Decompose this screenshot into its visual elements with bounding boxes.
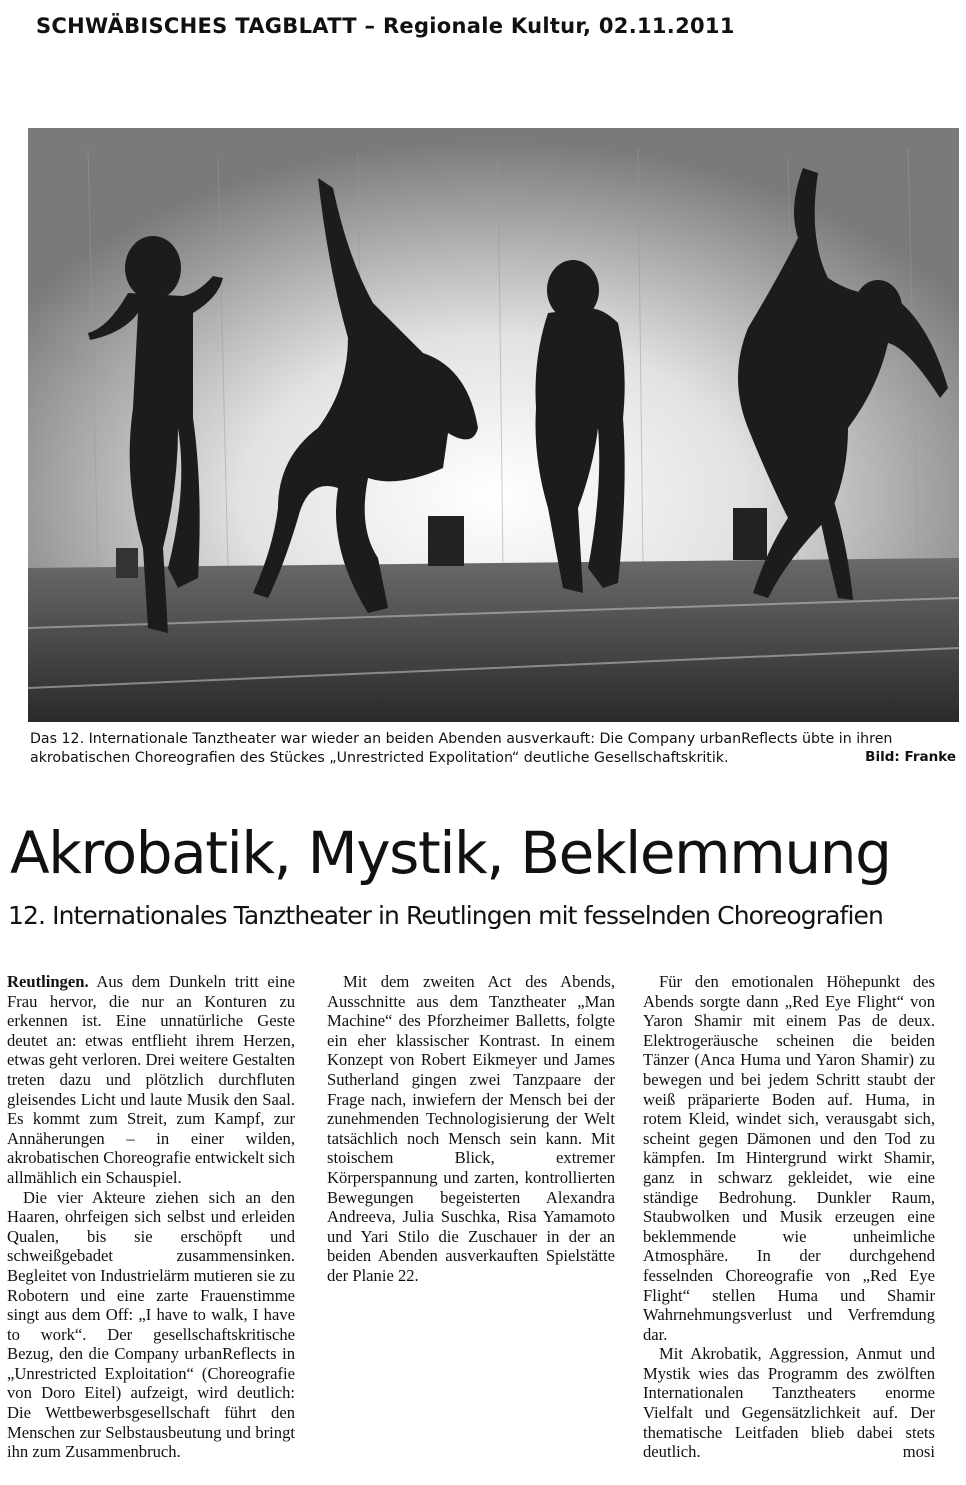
dancers-silhouette-image — [28, 128, 959, 722]
photo-credit: Bild: Franke — [865, 749, 956, 765]
paragraph-1 — [7, 972, 295, 1188]
photo-caption — [30, 730, 956, 768]
stage-photo — [28, 128, 959, 722]
article-column-2 — [327, 972, 615, 1286]
headline: Akrobatik, Mystik, Beklemmung — [10, 819, 891, 887]
caption-line-2: akrobatischen Choreografien des Stückes „Unrestricted Expolitation“ deutliche Gesellschaftskritik. — [30, 750, 729, 766]
author: mosi — [902, 1442, 935, 1462]
masthead: SCHWÄBISCHES TAGBLATT – Regionale Kultur, 02.11.2011 — [36, 14, 735, 38]
paragraph-4: Für den emotionalen Höhepunkt des Abends sorgte dann „Red Eye Flight“ von Yaron Shamir mit einem Pas de deux. Elektrogeräusche scheinen die beiden Tänzer (Anca Huma und Yaron Shamir) zu bewegen und bei jedem Schritt staubt der weiß präparierte Boden auf. Huma, in rotem Kleid, windet sich, verausgabt sich, scheint gegen Dämonen und den Tod zu kämpfen. Im Hintergrund wirkt Shamir, ganz in schwarz gekleidet, wie eine ständige Bedrohung. Dunkler Raum, Staubwolken und Musik erzeugen eine beklemmende wie unheimliche Atmosphäre. In der durchgehend fesselnden Choreografie von „Red Eye Flight“ stellen Huma und Shamir Wahrnehmungsverlust und Verfremdung dar. — [643, 972, 935, 1344]
caption-line-1: Das 12. Internationale Tanztheater war wieder an beiden Abenden ausverkauft: Die Company urbanReflects übte in ihren — [30, 731, 893, 747]
dateline: Reutlingen. — [7, 972, 89, 991]
subheadline: 12. Internationales Tanztheater in Reutlingen mit fesselnden Choreografien — [8, 901, 883, 930]
article-column-3 — [643, 972, 935, 1462]
paragraph-5: Mit Akrobatik, Aggression, Anmut und Mystik wies das Programm des zwölften Internationalen Tanztheaters enorme Vielfalt und Gegensätzlichkeit auf. Der thematische Leitfaden blieb dabei stets deutlich. — [643, 1344, 935, 1462]
paragraph-2: Die vier Akteure ziehen sich an den Haaren, ohrfeigen sich selbst und erleiden Qualen, bis sie erschöpft und schweißgebadet zusammensinken. Begleitet von Industrielärm mutieren sie zu Robotern und eine zarte Frauenstimme singt aus dem Off: „I have to walk, I have to work“. Der gesellschaftskritische Bezug, den die Company urbanReflects in „Unrestricted Exploitation“ (Choreografie von Doro Eitel) aufzeigt, wird deutlich: Die Wettbewerbsgesellschaft führt den Menschen zur Selbstausbeutung und bringt ihn zum Zusammenbruch. — [7, 1187, 296, 1462]
article-column-1 — [7, 972, 295, 1462]
paragraph-3: Mit dem zweiten Act des Abends, Ausschnitte aus dem Tanztheater „Man Machine“ des Pforzheimer Balletts, folgte ein eher klassischer Kontrast. In einem Konzept von Robert Eikmeyer und James Sutherland gingen zwei Tanzpaare der Frage nach, inwiefern der Mensch bei der zunehmenden Technologisierung der Welt tatsächlich noch Mensch sein kann. Mit stoischem Blick, extremer Körperspannung und zarten, kontrollierten Bewegungen begeisterten Alexandra Andreeva, Julia Suschka, Risa Yamamoto und Yari Stilo die Zuschauer in der an beiden Abenden ausverkauften Spielstätte der Planie 22. — [327, 972, 615, 1285]
paragraph-1-text: Aus dem Dunkeln tritt eine Frau hervor, die nur an Konturen zu erkennen ist. Eine unnatürliche Geste deutet an: etwas entflieht ihrem Herzen, etwas geht verloren. Drei weitere Gestalten treten dazu und plötzlich durchfluten gleisendes Licht und laute Musik den Saal. Es kommt zum Streit, zum Kampf, zur Annäherungen – in einer wilden, akrobatischen Choreografie entwickelt sich allmählich ein Schauspiel. — [7, 972, 296, 1187]
